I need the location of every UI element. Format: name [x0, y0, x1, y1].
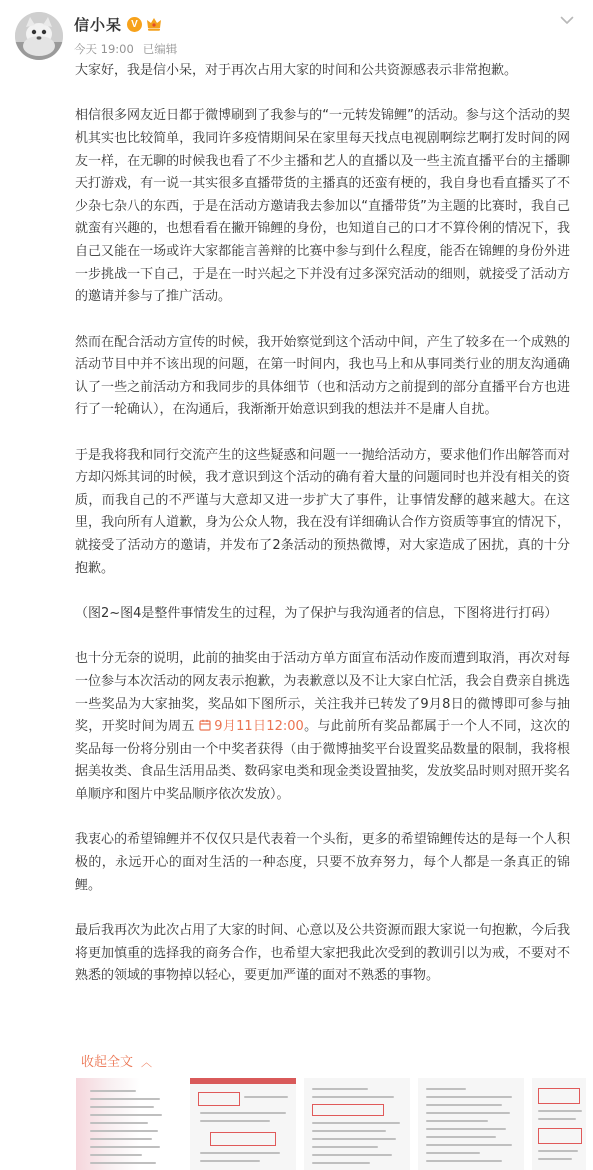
- avatar[interactable]: [15, 12, 63, 60]
- username-row: [74, 13, 163, 35]
- lottery-time-text: 9月11日12:00: [214, 719, 304, 735]
- post-body: [75, 60, 570, 988]
- paragraph-apology: 于是我将我和同行交流产生的这些疑惑和问题一一抛给活动方，要求他们作出解答而对方却闪烁其词的时候，我才意识到这个活动的确有着大量的问题同时也并没有相关的资质，而我自己的不严谨与大意却又进一步扩大了事件，让事情发酵的越来越大。在这里，我向所有人道歉，身为公众人物，我在没有详细确认合作方资质等事宜的情况下，就接受了活动方的邀请，并发布了2条活动的预热微博，对大家造成了困扰，真的十分抱歉。: [75, 447, 570, 576]
- paragraph-lottery: [75, 648, 570, 806]
- post-time[interactable]: 今天 19:00: [74, 42, 134, 56]
- edited-label[interactable]: 已编辑: [142, 42, 178, 56]
- chevron-up-icon: ︿: [141, 1056, 153, 1069]
- paragraph-image-note: （图2~图4是整件事情发生的过程，为了保护与我沟通者的信息，下图将进行打码）: [75, 606, 558, 622]
- avatar-image: [15, 12, 63, 60]
- verified-v-icon: V: [127, 17, 142, 32]
- post-header: [0, 0, 593, 62]
- thumbnail-4[interactable]: [418, 1078, 524, 1170]
- thumbnail-2[interactable]: [190, 1078, 296, 1170]
- username[interactable]: 信小呆: [74, 15, 123, 34]
- post-meta: [74, 41, 177, 57]
- paragraph-background: 相信很多网友近日都于微博刷到了我参与的“一元转发锦鲤”的活动。参与这个活动的契机其实也比较简单，我同许多疫情期间呆在家里每天找点电视剧啊综艺啊打发时间的网友一样，在无聊的时候我也看了不少主播和艺人的直播以及一些主流直播平台的主播聊天打游戏，有一说一其实很多直播带货的主播真的还蛮有梗的，我自身也看直播买了不少杂七杂八的东西，于是在活动方邀请我去参加以“直播带货”为主题的比赛时，我自己就蛮有兴趣的，也想看看在撇开锦鲤的身份，也知道自己的口才不算伶俐的情况下，我自己又能在一场或许大家都能言善辩的比赛中参与到什么程度，能否在锦鲤的身份外进一步挑战一下自己，于是在一时兴起之下并没有过多深究活动的细则，就接受了活动方的邀请并参与了推广活动。: [75, 108, 570, 305]
- lottery-time-link[interactable]: [195, 719, 304, 734]
- paragraph-koi-wish: 我衷心的希望锦鲤并不仅仅只是代表着一个头衔，更多的希望锦鲤传达的是每一个人积极的，永远开心的面对生活的一种态度，只要不放弃努力，每个人都是一条真正的锦鲤。: [75, 832, 570, 893]
- lottery-text-b: 。与此前所有奖品都属于一个人不同，这次的奖品每一份将分别由一个中奖者获得（由于微博抽奖平台设置奖品数量的限制，我将根据美妆类、食品生活用品类、数码家电类和现金类设置抽奖，发放奖品时则对照开奖名单顺序和图片中奖品顺序依次发放）。: [75, 719, 570, 803]
- paragraph-closing: 最后我再次为此次占用了大家的时间、心意以及公共资源而跟大家说一句抱歉，今后我将更加慎重的选择我的商务合作，也希望大家把我此次受到的教训引以为戒，不要对不熟悉的领域的事物掉以轻心，要更加严谨的面对不熟悉的事物。: [75, 922, 570, 984]
- paragraph-greeting: 大家好，我是信小呆，对于再次占用大家的时间和公共资源感表示非常抱歉。: [75, 63, 518, 78]
- image-thumbnails: [76, 1078, 586, 1170]
- collapse-label: 收起全文: [81, 1055, 134, 1070]
- paragraph-discovery: 然而在配合活动方宣传的时候，我开始察觉到这个活动中间，产生了较多在一个成熟的活动节目中并不该出现的问题，在第一时间内，我也马上和从事同类行业的朋友沟通确认了一些之前活动方和我同步的具体细节（也和活动方之前提到的部分直播平台方也进行了一轮确认），在沟通后，我渐渐开始意识到我的想法并不是庸人自扰。: [75, 334, 570, 418]
- thumbnail-5[interactable]: [532, 1078, 586, 1170]
- chevron-down-icon[interactable]: [559, 12, 575, 28]
- thumbnail-1[interactable]: [76, 1078, 182, 1170]
- member-badge-icon[interactable]: [145, 16, 163, 32]
- calendar-icon: [199, 719, 211, 731]
- lottery-text-a: 也十分无奈的说明，此前的抽奖由于活动方单方面宣布活动作废而遭到取消，再次对每一位参与本次活动的网友表示抱歉，为表歉意以及不让大家白忙活，我会自费亲自挑选一些奖品为大家抽奖，奖品如下图所示，关注我并已转发了9月8日的微博即可参与抽奖，开奖时间为周五: [75, 651, 570, 735]
- thumbnail-3[interactable]: [304, 1078, 410, 1170]
- collapse-button[interactable]: [81, 1051, 152, 1070]
